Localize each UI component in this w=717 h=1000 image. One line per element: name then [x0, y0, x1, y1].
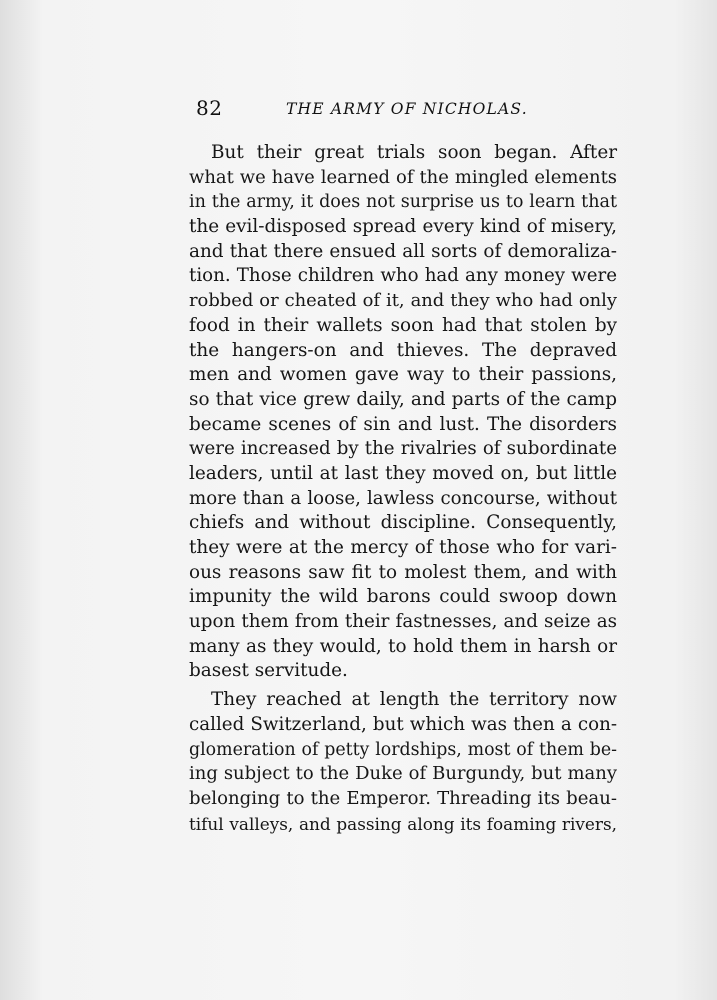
text-line: upon them from their fastnesses, and seize as — [189, 611, 617, 633]
text-line: many as they would, to hold them in harsh or — [189, 635, 617, 657]
text-line: they were at the mercy of those who for vari- — [189, 537, 617, 558]
text-line: the evil-disposed spread every kind of misery, — [189, 216, 617, 238]
text-line: leaders, until at last they moved on, but little — [189, 462, 617, 484]
text-line: chiefs and without discipline. Consequently, — [189, 512, 617, 534]
text-line: glomeration of petty lordships, most of them be- — [189, 739, 617, 760]
text-line: the hangers-on and thieves. The depraved — [189, 339, 617, 361]
text-line: robbed or cheated of it, and they who had only — [189, 290, 617, 312]
text-line: more than a loose, lawless concourse, without — [189, 487, 617, 509]
text-line: were increased by the rivalries of subordinate — [189, 438, 617, 460]
text-line: But their great trials soon began. After — [211, 142, 617, 163]
text-line: tion. Those children who had any money were — [189, 265, 617, 287]
text-line: food in their wallets soon had that stolen by — [189, 314, 617, 336]
text-line: belonging to the Emperor. Threading its beau- — [189, 787, 617, 809]
text-line: impunity the wild barons could swoop down — [189, 586, 617, 608]
text-line: ous reasons saw fit to molest them, and with — [189, 561, 617, 583]
paragraph-1 — [189, 141, 617, 684]
text-line: so that vice grew daily, and parts of the camp — [189, 388, 617, 410]
running-head: THE ARMY OF NICHOLAS. — [286, 100, 528, 118]
text-line: basest servitude. — [189, 660, 348, 682]
text-line: They reached at length the territory now — [211, 689, 617, 711]
text-line: and that there ensued all sorts of demoraliza- — [189, 240, 617, 262]
page-number: 82 — [196, 96, 223, 120]
text-line: ing subject to the Duke of Burgundy, but many — [189, 763, 617, 785]
text-line: called Switzerland, but which was then a con- — [189, 713, 617, 735]
text-line: tiful valleys, and passing along its foaming rivers, — [189, 813, 617, 834]
text-line: what we have learned of the mingled elements — [189, 166, 617, 188]
text-line: in the army, it does not surprise us to learn that — [189, 192, 617, 213]
text-line: men and women gave way to their passions, — [189, 364, 617, 386]
body-text — [189, 141, 617, 836]
text-line: became scenes of sin and lust. The disorders — [189, 413, 617, 435]
paragraph-2 — [189, 688, 617, 836]
